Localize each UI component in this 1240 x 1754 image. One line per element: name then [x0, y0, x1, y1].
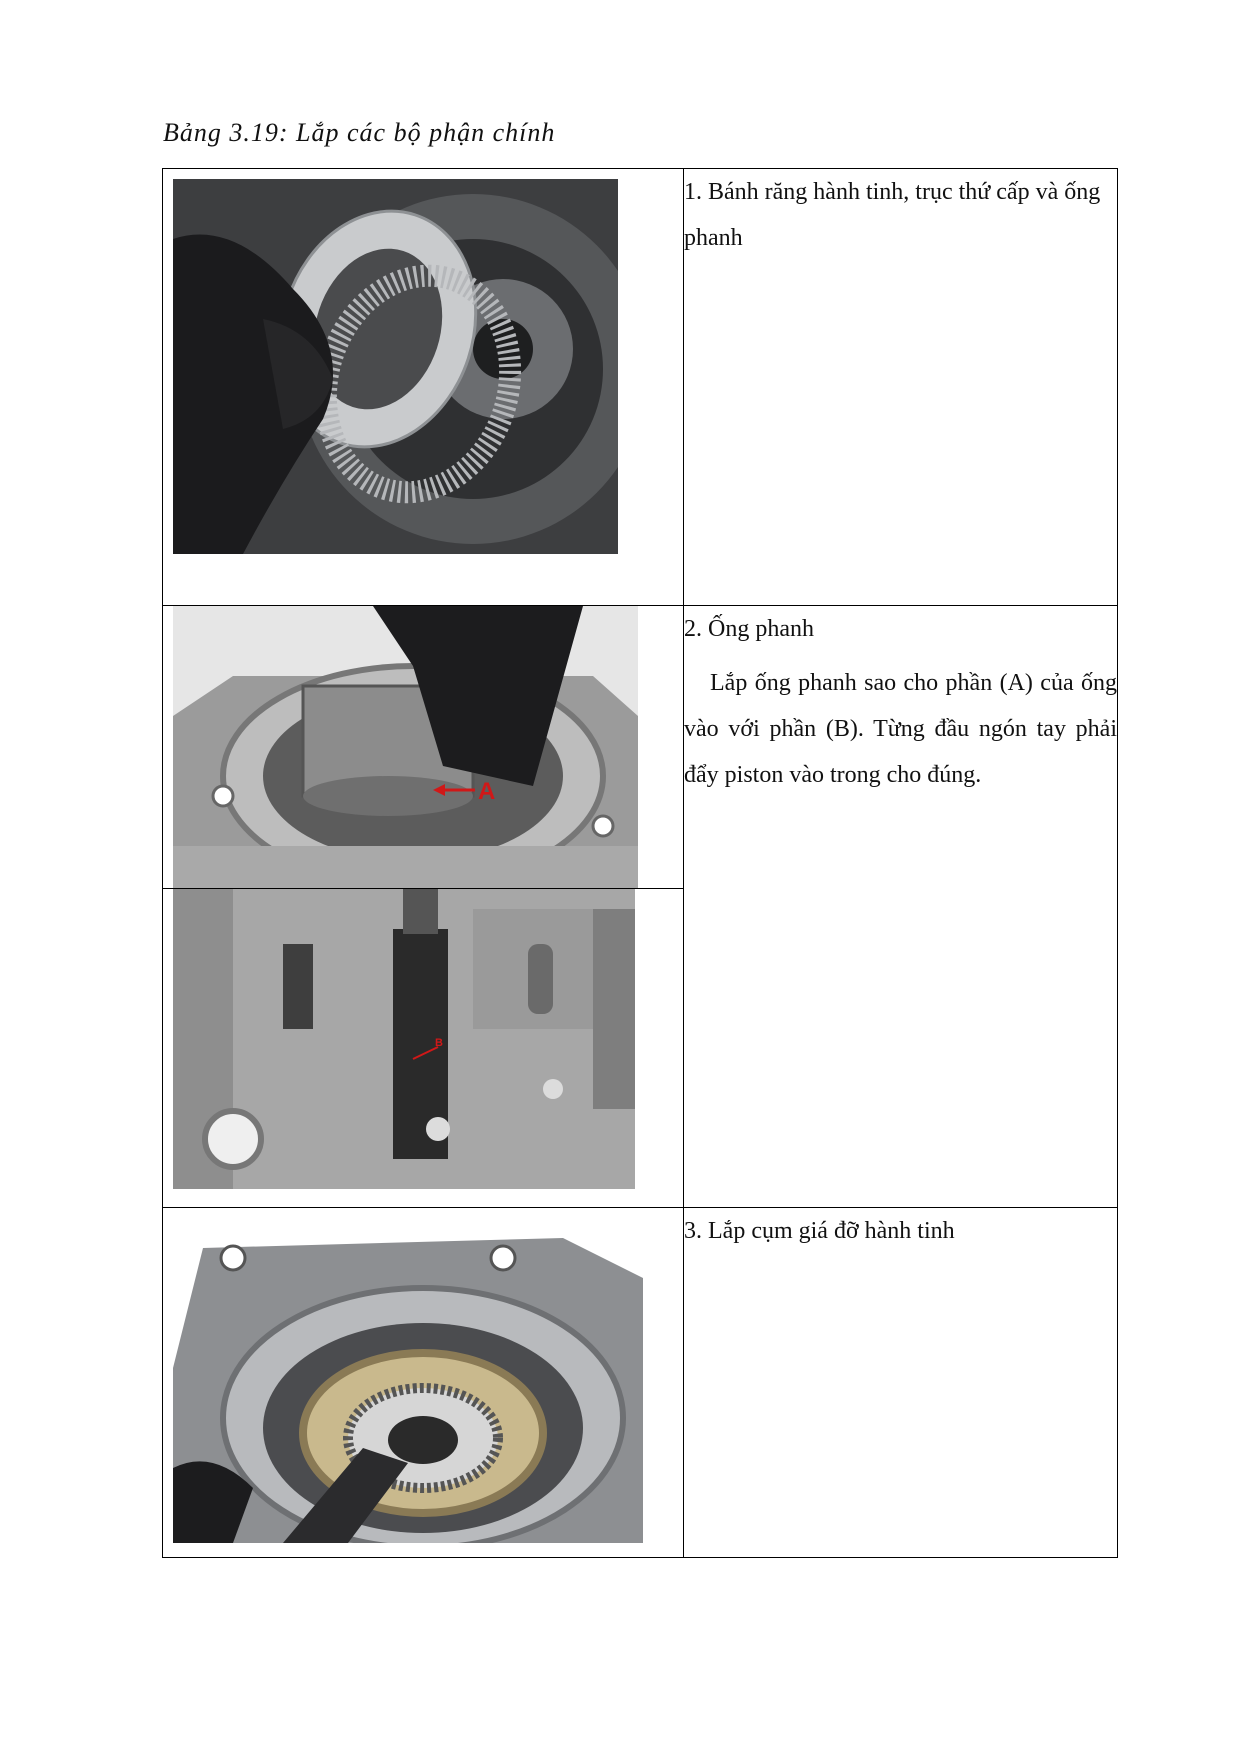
table-row — [163, 1208, 1118, 1558]
label-a: A — [478, 778, 496, 805]
brake-tube-photo-a — [173, 606, 638, 888]
step-2-heading: 2. Ống phanh — [684, 616, 814, 642]
table-caption: Bảng 3.19: Lắp các bộ phận chính — [163, 118, 556, 147]
description-cell — [684, 606, 1118, 1208]
step-3-heading: 3. Lắp cụm giá đỡ hành tinh — [684, 1218, 955, 1244]
step-2-body: Lắp ống phanh sao cho phần (A) của ống vào với phần (B). Từng đầu ngón tay phải đẩy piston vào trong cho đúng. — [684, 670, 1117, 788]
image-cell — [163, 169, 684, 606]
image-cell — [163, 606, 684, 1208]
bearing-photo — [173, 179, 618, 554]
brake-tube-photo-b — [173, 889, 635, 1189]
label-b: B — [435, 1037, 443, 1049]
planetary-carrier-photo — [173, 1218, 643, 1543]
step-1-heading: 1. Bánh răng hành tinh, trục thứ cấp và ống phanh — [684, 179, 1101, 251]
image-split-top — [163, 606, 683, 889]
description-cell — [684, 169, 1118, 606]
image-cell — [163, 1208, 684, 1558]
table-row — [163, 606, 1118, 1208]
table-row — [163, 169, 1118, 606]
description-cell — [684, 1208, 1118, 1558]
assembly-table — [162, 168, 1118, 1558]
